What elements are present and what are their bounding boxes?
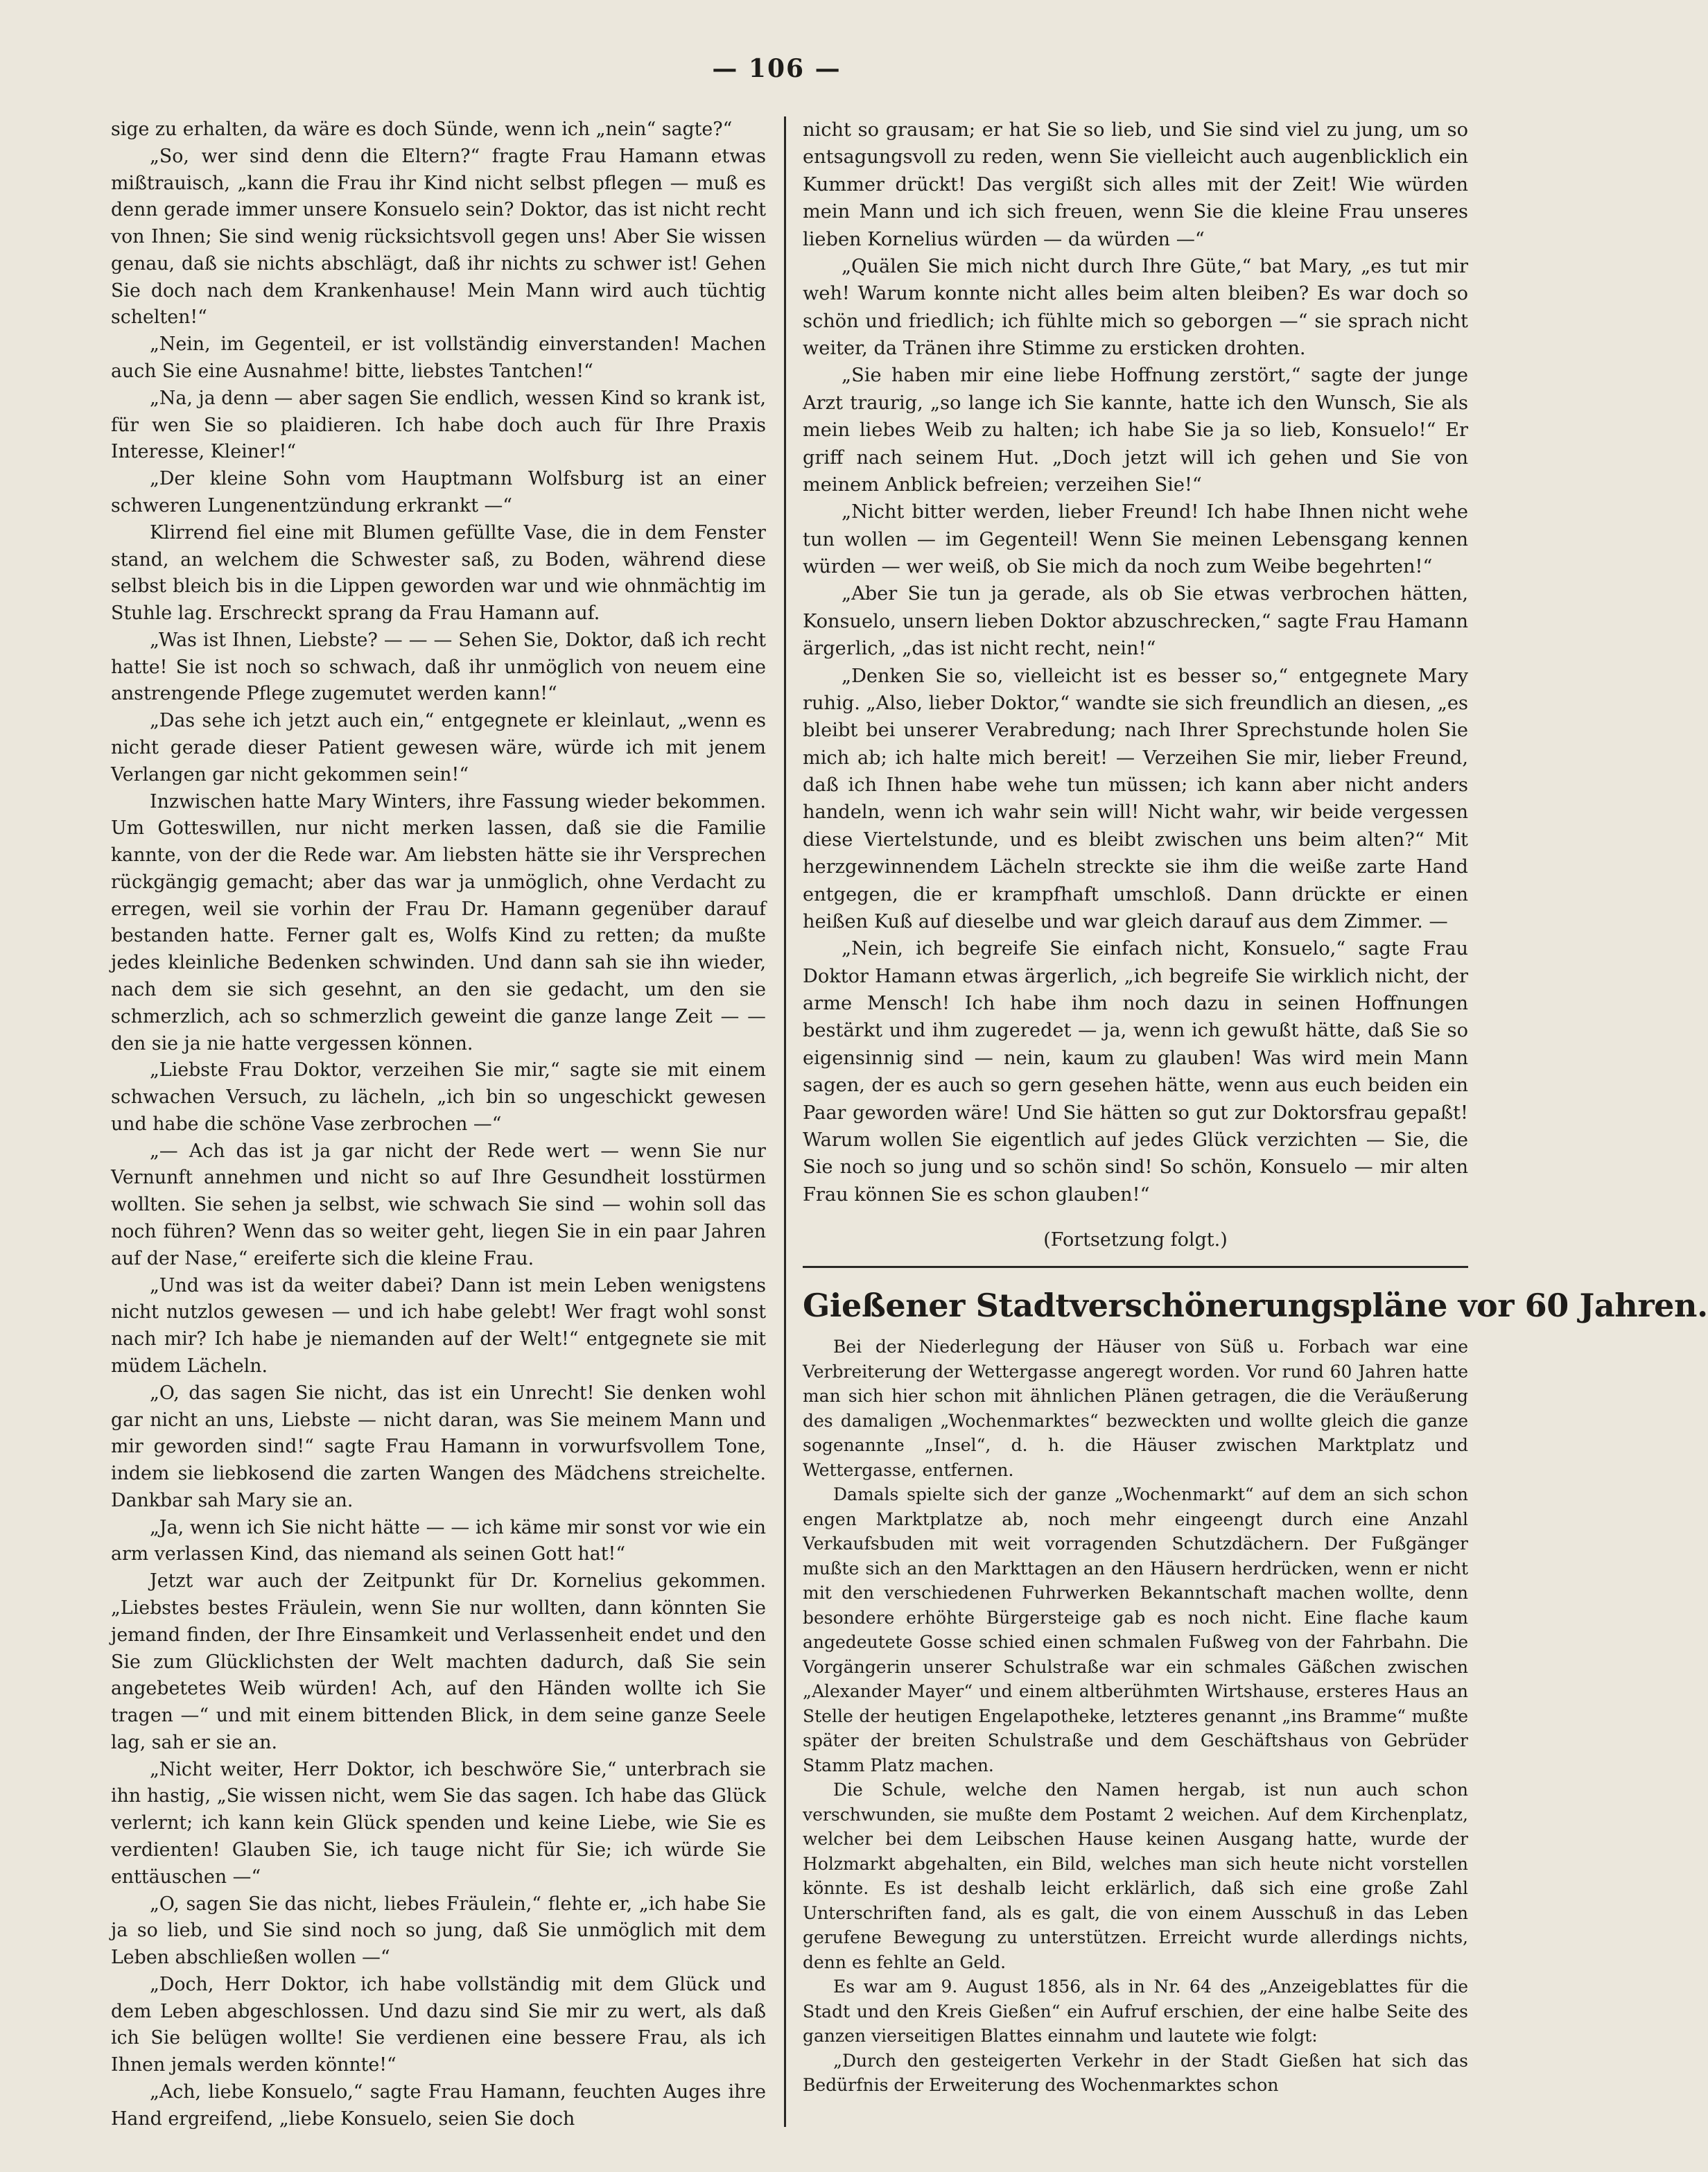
paragraph: „O, das sagen Sie nicht, das ist ein Unrecht! Sie denken wohl gar nicht an uns, Liebste — nicht daran, was Sie meinem Mann und mir geworden sind!“ sagte Frau Hamann in vorwurfsvollem Tone, indem sie liebkosend die zarten Wangen des Mädchens streichelte. Dankbar sah Mary sie an.: [111, 1382, 766, 1511]
paragraph: „Nein, im Gegenteil, er ist vollständig einverstanden! Machen auch Sie eine Ausnahme! bitte, liebstes Tantchen!“: [111, 333, 766, 383]
paragraph: „So, wer sind denn die Eltern?“ fragte Frau Hamann etwas mißtrauisch, „kann die Frau ihr Kind nicht selbst pflegen — muß es denn gerade immer unsere Konsuelo sein? Doktor, das ist nicht recht von Ihnen; Sie sind wenig rücksichtsvoll gegen uns! Aber Sie wissen genau, daß sie nichts abschlägt, daß ihr nichts zu schwer ist! Gehen Sie doch nach dem Krankenhause! Mein Mann wird auch tüchtig schelten!“: [111, 145, 766, 329]
article-headline: Gießener Stadtverschönerungspläne vor 60 Jahren.: [803, 1287, 1708, 1325]
paragraph: „Durch den gesteigerten Verkehr in der Stadt Gießen hat sich das Bedürfnis der Erweiterung des Wochenmarktes schon: [803, 2050, 1468, 2096]
paragraph: Die Schule, welche den Namen hergab, ist nun auch schon verschwunden, sie mußte dem Postamt 2 weichen. Auf dem Kirchenplatz, welcher bei dem Leibschen Hause keinen Ausgang hatte, wurde der Holzmarkt abgehalten, ein Bild, welches man sich heute nicht vorstellen könnte. Es ist deshalb leicht erklärlich, daß sich eine große Zahl Unterschriften fand, als es galt, die von einem Ausschuß in das Leben gerufene Bewegung zu unterstützen. Erreicht wurde allerdings nichts, denn es fehlte an Geld.: [803, 1780, 1468, 1972]
story-right-paragraphs: [803, 116, 1468, 1208]
paragraph: Jetzt war auch der Zeitpunkt für Dr. Kornelius gekommen. „Liebstes bestes Fräulein, wenn Sie nur wollten, dann könnten Sie jemand finden, der Ihre Einsamkeit und Verlassenheit endet und den Sie zum Glücklichsten der Welt machten dadurch, daß Sie sein angebetetes Weib würden! Ach, auf den Händen wollte ich Sie tragen —“ und mit einem bittenden Blick, in dem seine ganze Seele lag, sah er sie an.: [111, 1570, 766, 1753]
story-left-column: [111, 116, 766, 2133]
page-number: — 106 —: [712, 54, 842, 83]
column-divider: [784, 116, 786, 2127]
paragraph: Klirrend fiel eine mit Blumen gefüllte Vase, die in dem Fenster stand, an welchem die Schwester saß, zu Boden, während diese selbst bleich bis in die Lippen geworden war und wie ohnmächtig im Stuhle lag. Erschreckt sprang da Frau Hamann auf.: [111, 521, 766, 625]
paragraph: „Liebste Frau Doktor, verzeihen Sie mir,“ sagte sie mit einem schwachen Versuch, zu lächeln, „ich bin so ungeschickt gewesen und habe die schöne Vase zerbrochen —“: [111, 1059, 766, 1135]
paragraph: „Nicht bitter werden, lieber Freund! Ich habe Ihnen nicht wehe tun wollen — im Gegenteil! Wenn Sie meinen Lebensgang kennen würden — wer weiß, ob Sie mich da noch zum Weibe begehrten!“: [803, 501, 1468, 577]
article-body: [803, 1335, 1468, 2098]
paragraph: „Ach, liebe Konsuelo,“ sagte Frau Hamann, feuchten Auges ihre Hand ergreifend, „liebe Konsuelo, seien Sie doch: [111, 2081, 766, 2130]
paragraph: „— Ach das ist ja gar nicht der Rede wert — wenn Sie nur Vernunft annehmen und nicht so auf Ihre Gesundheit losstürmen wollten. Sie sehen ja selbst, wie schwach Sie sind — wohin soll das noch führen? Wenn das so weiter geht, liegen Sie in ein paar Jahren auf der Nase,“ ereiferte sich die kleine Frau.: [111, 1140, 766, 1269]
paragraph: „Der kleine Sohn vom Hauptmann Wolfsburg ist an einer schweren Lungenentzündung erkrankt —“: [111, 468, 766, 516]
paragraph: „Na, ja denn — aber sagen Sie endlich, wessen Kind so krank ist, für wen Sie so plaidieren. Ich habe doch auch für Ihre Praxis Interesse, Kleiner!“: [111, 387, 766, 463]
continued-note: (Fortsetzung folgt.): [1043, 1229, 1228, 1251]
paragraph: „Ja, wenn ich Sie nicht hätte — — ich käme mir sonst vor wie ein arm verlassen Kind, das niemand als seinen Gott hat!“: [111, 1516, 766, 1565]
paragraph: „Was ist Ihnen, Liebste? — — — Sehen Sie, Doktor, daß ich recht hatte! Sie ist noch so schwach, daß ihr unmöglich von neuem eine anstrengende Pflege zugemutet werden kann!“: [111, 629, 766, 705]
paragraph: „Nein, ich begreife Sie einfach nicht, Konsuelo,“ sagte Frau Doktor Hamann etwas ärgerlich, „ich begreife Sie wirklich nicht, der arme Mensch! Ich habe ihm noch dazu in seinen Hoffnungen bestärkt und ihm zugeredet — ja, wenn ich gewußt hätte, daß Sie so eigensinnig sind — nein, kaum zu glauben! Was wird mein Mann sagen, der es auch so gern gesehen hätte, wenn aus euch beiden ein Paar geworden wäre! Und Sie hätten so gut zur Doktorsfrau gepaßt! Warum wollen Sie eigentlich auf jedes Glück verzichten — Sie, die Sie noch so jung und so schön sind! So schön, Konsuelo — mir alten Frau können Sie es schon glauben!“: [803, 938, 1468, 1206]
paragraph: Inzwischen hatte Mary Winters, ihre Fassung wieder bekommen. Um Gotteswillen, nur nicht merken lassen, daß sie die Familie kannte, von der die Rede war. Am liebsten hätte sie ihr Versprechen rückgängig gemacht; aber das war ja unmöglich, ohne Verdacht zu erregen, weil sie vorhin der Frau Dr. Hamann gegenüber darauf bestanden hatte. Ferner galt es, Wolfs Kind zu retten; da mußte jedes kleinliche Bedenken schwinden. Und dann sah sie ihn wieder, nach dem sie sich gesehnt, an den sie gedacht, um den sie schmerzlich, ach so schmerzlich geweint die ganze lange Zeit — — den sie ja nie hatte vergessen können.: [111, 790, 766, 1054]
paragraph: „Denken Sie so, vielleicht ist es besser so,“ entgegnete Mary ruhig. „Also, lieber Doktor,“ wandte sie sich freundlich an diesen, „es bleibt bei unserer Verabredung; nach Ihrer Sprechstunde holen Sie mich ab; ich halte mich bereit! — Verzeihen Sie mir, lieber Freund, daß ich Ihnen habe wehe tun müssen; ich kann aber nicht anders handeln, wenn ich wahr sein will! Nicht wahr, wir beide vergessen diese Viertelstunde, und es bleibt zwischen uns beim alten?“ Mit herzgewinnendem Lächeln streckte sie ihm die weiße zarte Hand entgegen, die er krampfhaft umschloß. Dann drückte er einen heißen Kuß auf dieselbe und war gleich darauf aus dem Zimmer. —: [803, 665, 1468, 932]
paragraph: „Nicht weiter, Herr Doktor, ich beschwöre Sie,“ unterbrach sie ihn hastig, „Sie wissen nicht, wem Sie das sagen. Ich habe das Glück verlernt; ich kann kein Glück spenden und keine Liebe, wie Sie es verdienten! Glauben Sie, ich tauge nicht für Sie; ich würde Sie enttäuschen —“: [111, 1758, 766, 1888]
section-rule: [803, 1266, 1468, 1268]
paragraph: Bei der Niederlegung der Häuser von Süß u. Forbach war eine Verbreiterung der Wettergasse angeregt worden. Vor rund 60 Jahren hatte man sich hier schon mit ähnlichen Plänen getragen, die die Veräußerung des damaligen „Wochenmarktes“ bezweckten und wollte gleich die ganze sogenannte „Insel“, d. h. die Häuser zwischen Marktplatz und Wettergasse, entfernen.: [803, 1337, 1468, 1480]
paragraph: „Aber Sie tun ja gerade, als ob Sie etwas verbrochen hätten, Konsuelo, unsern lieben Doktor abzuschrecken,“ sagte Frau Hamann ärgerlich, „das ist nicht recht, nein!“: [803, 583, 1468, 660]
paragraph: „Und was ist da weiter dabei? Dann ist mein Leben wenigstens nicht nutzlos gewesen — und ich habe gelebt! Wer fragt wohl sonst nach mir? Ich habe je niemanden auf der Welt!“ entgegnete sie mit müdem Lächeln.: [111, 1274, 766, 1377]
paragraph: „O, sagen Sie das nicht, liebes Fräulein,“ flehte er, „ich habe Sie ja so lieb, und Sie sind noch so jung, daß Sie unmöglich mit dem Leben abschließen wollen —“: [111, 1893, 766, 1969]
paragraph: Damals spielte sich der ganze „Wochenmarkt“ auf dem an sich schon engen Marktplatze ab, noch mehr eingeengt durch eine Anzahl Verkaufsbuden mit weit vorragenden Schutzdächern. Der Fußgänger mußte sich an den Markttagen an den Häusern herdrücken, wenn er nicht mit den verschiedenen Fuhrwerken Bekanntschaft machen wollte, denn besondere erhöhte Bürgersteige gab es noch nicht. Eine flache kaum angedeutete Gosse schied einen schmalen Fußweg von der Fahrbahn. Die Vorgängerin unserer Schulstraße war ein schmales Gäßchen zwischen „Alexander Mayer“ und einem altberühmten Wirtshause, ersteres Haus an Stelle der heutigen Engelapotheke, letzteres genannt „ins Bramme“ mußte später der breiten Schulstraße und dem Geschäftshaus von Gebrüder Stamm Platz machen.: [803, 1484, 1468, 1775]
paragraph: nicht so grausam; er hat Sie so lieb, und Sie sind viel zu jung, um so entsagungsvoll zu reden, wenn Sie vielleicht auch augenblicklich ein Kummer drückt! Das vergißt sich alles mit der Zeit! Wie würden mein Mann und ich sich freuen, wenn Sie die kleine Frau unseres lieben Kornelius würden — da würden —“: [803, 119, 1468, 250]
paragraph: „Doch, Herr Doktor, ich habe vollständig mit dem Glück und dem Leben abgeschlossen. Und dazu sind Sie mir zu wert, als daß ich Sie belügen wollte! Sie verdienen eine bessere Frau, als ich Ihnen jemals werden könnte!“: [111, 1973, 766, 2076]
paragraph: „Das sehe ich jetzt auch ein,“ entgegnete er kleinlaut, „wenn es nicht gerade dieser Patient gewesen wäre, würde ich mit jenem Verlangen gar nicht gekommen sein!“: [111, 710, 766, 785]
paragraph: „Sie haben mir eine liebe Hoffnung zerstört,“ sagte der junge Arzt traurig, „so lange ich Sie kannte, hatte ich den Wunsch, Sie als mein liebes Weib zu halten; ich habe Sie ja so lieb, Konsuelo!“ Er griff nach seinem Hut. „Doch jetzt will ich gehen und Sie von meinem Anblick befreien; verzeihen Sie!“: [803, 365, 1468, 496]
paragraph: sige zu erhalten, da wäre es doch Sünde, wenn ich „nein“ sagte?“: [111, 119, 733, 140]
story-right-column: [803, 116, 1708, 2098]
paragraph: „Quälen Sie mich nicht durch Ihre Güte,“ bat Mary, „es tut mir weh! Warum konnte nicht alles beim alten bleiben? Es war doch so schön und friedlich; ich fühlte mich so geborgen —“ sie sprach nicht weiter, da Tränen ihre Stimme zu ersticken drohten.: [803, 255, 1468, 359]
paragraph: Es war am 9. August 1856, als in Nr. 64 des „Anzeigeblattes für die Stadt und den Kreis Gießen“ ein Aufruf erschien, der eine halbe Seite des ganzen vierseitigen Blattes einnahm und lautete wie folgt:: [803, 1976, 1468, 2047]
